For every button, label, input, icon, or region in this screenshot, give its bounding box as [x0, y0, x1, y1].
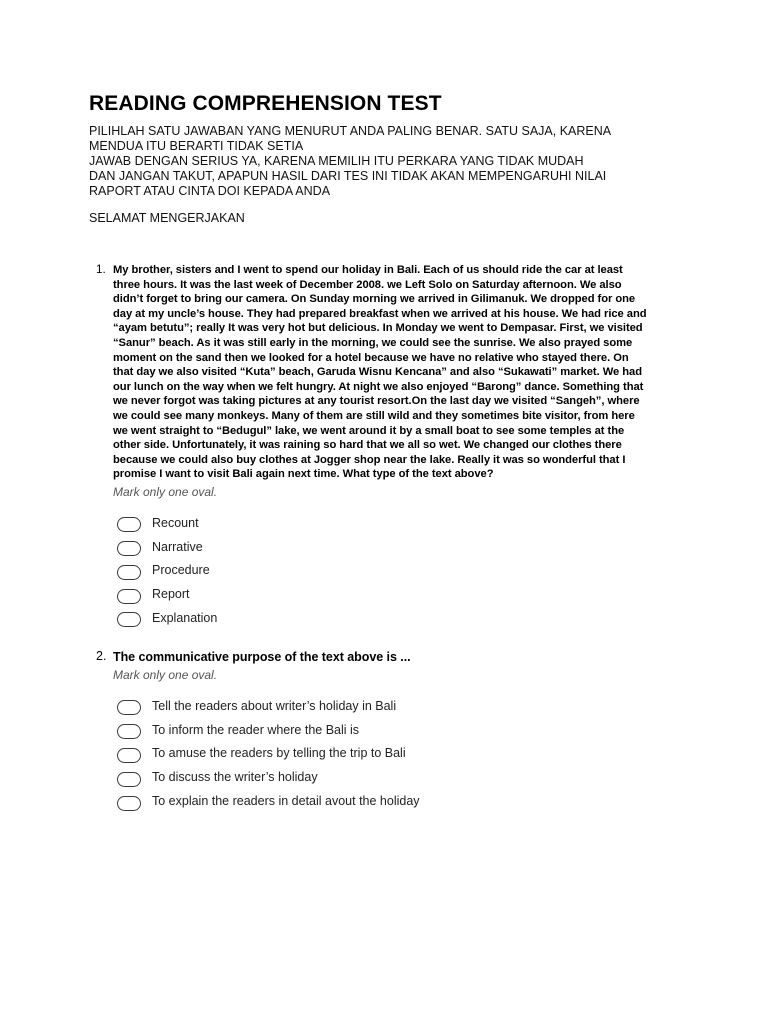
question-hint: Mark only one oval.: [113, 484, 218, 499]
option-recount[interactable]: [117, 511, 666, 535]
instruction-line: MENDUA ITU BERARTI TIDAK SETIA: [89, 139, 304, 153]
radio-oval[interactable]: [117, 517, 141, 532]
radio-oval[interactable]: [117, 565, 141, 580]
option-label: Tell the readers about writer’s holiday in Bali: [152, 698, 397, 713]
option-discuss-holiday[interactable]: [117, 765, 666, 789]
page-title: READING COMPREHENSION TEST: [89, 92, 442, 115]
radio-oval[interactable]: [117, 541, 141, 556]
option-label: Explanation: [152, 610, 218, 625]
radio-oval[interactable]: [117, 748, 141, 763]
option-report[interactable]: [117, 582, 666, 606]
radio-oval[interactable]: [117, 589, 141, 604]
instruction-line: RAPORT ATAU CINTA DOI KEPADA ANDA: [89, 184, 331, 198]
option-explain-detail[interactable]: [117, 789, 666, 813]
question-2: [96, 649, 666, 813]
option-explanation[interactable]: [117, 606, 666, 630]
radio-oval[interactable]: [117, 796, 141, 811]
option-label: To discuss the writer’s holiday: [152, 770, 318, 785]
question-number: 2.: [96, 649, 107, 663]
instruction-line: PILIHLAH SATU JAWABAN YANG MENURUT ANDA PALING BENAR. SATU SAJA, KARENA: [89, 124, 612, 138]
question-text: The communicative purpose of the text above is ...: [113, 650, 411, 664]
option-label: To explain the readers in detail avout the holiday: [152, 794, 420, 809]
option-label: To amuse the readers by telling the trip to Bali: [152, 746, 406, 761]
greeting-text: SELAMAT MENGERJAKAN: [89, 211, 245, 225]
option-label: Report: [152, 587, 190, 602]
option-label: To inform the reader where the Bali is: [152, 722, 360, 737]
option-inform-reader[interactable]: [117, 718, 666, 742]
option-label: Narrative: [152, 539, 203, 554]
instruction-line: DAN JANGAN TAKUT, APAPUN HASIL DARI TES INI TIDAK AKAN MEMPENGARUHI NILAI: [89, 169, 607, 183]
question-1: [96, 263, 666, 630]
option-tell-readers[interactable]: [117, 694, 666, 718]
option-group: [117, 511, 666, 630]
option-label: Recount: [152, 515, 199, 530]
radio-oval[interactable]: [117, 700, 141, 715]
radio-oval[interactable]: [117, 612, 141, 627]
option-narrative[interactable]: [117, 535, 666, 559]
option-amuse-readers[interactable]: [117, 742, 666, 766]
question-number: 1.: [96, 263, 106, 276]
instructions: [89, 124, 649, 199]
question-hint: Mark only one oval.: [113, 668, 218, 682]
option-procedure[interactable]: [117, 559, 666, 583]
option-group: [117, 694, 666, 813]
option-label: Procedure: [152, 563, 210, 578]
question-text: My brother, sisters and I went to spend our holiday in Bali. Each of us should ride the car at least three hours. It was the last week of December 2008. we Left Solo on Saturday afternoon. We also didn’t forget to bring our camera. On Sunday morning we arrived in Gilimanuk. We dropped for one day at my uncle’s house. They had prepared breakfast when we arrived at his house. We had rice and “ayam betutu”; really It was very hot but delicious. In Monday we went to Dempasar. First, we visited “Sanur” beach. As it was still early in the morning, we could see the sunrise. We also prayed some moment on the sand then we looked for a hotel because we have no relative who stayed there. On that day we also visited “Kuta” beach, Garuda Wisnu Kencana” and also “Sukawati” market. We had our lunch on the way when we felt hungry. At night we also enjoyed “Barong” dance. Something that we never forgot was taking pictures at any tourist resort.On the last day we visited “Sangeh”, where we could see many monkeys. Many of them are still wild and they sometimes bite visitor, from here we went straight to “Bedugul” lake, we went around it by a small boat to see some temples at the other side. Unfortunately, it was raining so hard that we all so wet. We changed our clothes there because we could also buy clothes at Jogger shop near the lake. Really it was so wonderful that I promise I want to visit Bali again next time. What type of the text above?: [113, 264, 647, 481]
radio-oval[interactable]: [117, 772, 141, 787]
instruction-line: JAWAB DENGAN SERIUS YA, KARENA MEMILIH ITU PERKARA YANG TIDAK MUDAH: [89, 154, 584, 168]
radio-oval[interactable]: [117, 724, 141, 739]
